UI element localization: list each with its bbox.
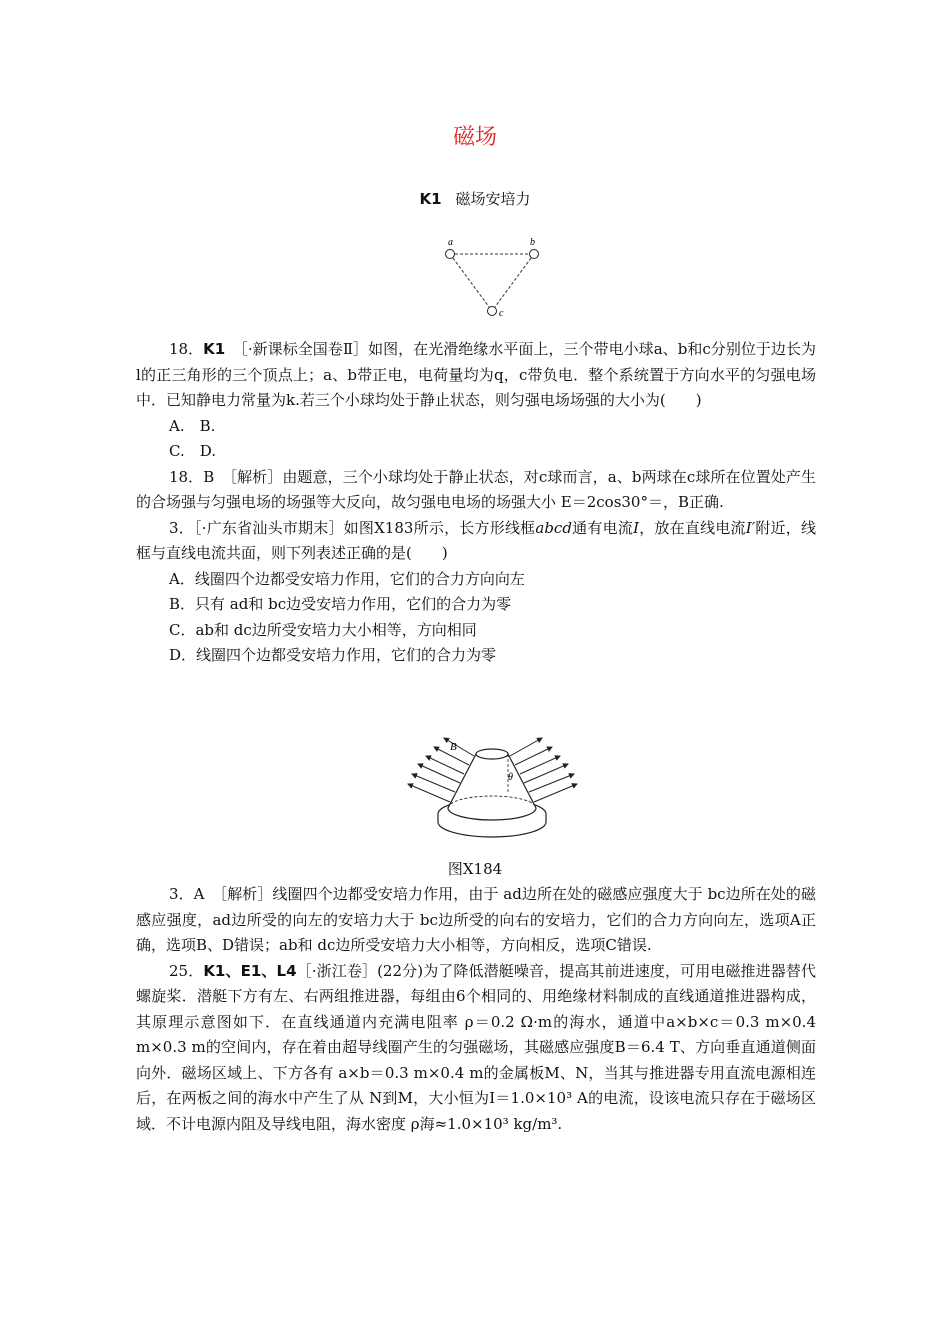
question-18: 18．K1 ［·新课标全国卷Ⅱ］如图，在光滑绝缘水平面上，三个带电小球a、b和c分别位于边长为l的正三角形的三个顶点上；a、b带正电，电荷量均为q，c带负电．整个系统置于方向水平的匀强电场中．已知静电力常量为k.若三个小球均处于静止状态，则匀强电场场强的大小为( ) A. B. C. D. 18．B ［解析］由题意，三个小球均处于静止状态，对c球而言，a、b两球在c球所在位置处产生的合场强与匀强电场的场强等大反向，故匀强电电场的场强大小 E＝2cos30°＝，B正确. 3．［·广东省汕头市期末］如图X183所示，长方形线框abcd通有电流I，放在直线电流I′附近，线框与直线电流共面，则下列表述正确的是( ) A．线圈四个边都受安培力作用，它们的合力方向向左 B．只有 ad和 bc边受安培力作用，它们的合力为零 C．ab和 dc边所受安培力大小相等，方向相同 D．线圈四个边都受安培力作用，它们的合力为零 (136, 337, 816, 669)
options-cd: C. D. (169, 442, 216, 460)
label-B: B (450, 741, 457, 753)
page-title: 磁场 (452, 125, 497, 150)
triangle-figure (436, 234, 548, 320)
option-c: C．ab和 dc边所受安培力大小相等，方向相同 (169, 620, 477, 639)
label-a: a (448, 237, 453, 248)
option-a: A．线圈四个边都受安培力作用，它们的合力方向向左 (169, 569, 525, 588)
label-theta: θ (508, 772, 513, 783)
option-b: B．只有 ad和 bc边受安培力作用，它们的合力为零 (169, 595, 512, 613)
charge-b (530, 250, 539, 259)
label-c: c (499, 308, 504, 319)
label-b: b (530, 237, 535, 248)
answer-and-question-25 (136, 882, 816, 1137)
figure-caption: 图X184 (447, 860, 503, 878)
question-3-stem: 3．［·广东省汕头市期末］如图X183所示，长方形线框abcd通有电流I，放在直线电流I′附近，线框与直线电流共面，则下列表述正确的是( ) (136, 518, 816, 562)
answer-3: 3．A ［解析］线圈四个边都受安培力作用，由于 ad边所在处的磁感应强度大于 bc边所在处的磁感应强度，ad边所受的向左的安培力大于 bc边所受的向右的安培力，它们的合力方向向左，选项A正确，选项B、D错误；ab和 dc边所受安培力大小相等，方向相反，选项C错误. (136, 885, 816, 954)
section-name: 磁场安培力 (455, 190, 531, 208)
question-tag: K1、E1、L4 (203, 961, 297, 980)
charge-a (446, 250, 455, 259)
section-code: K1 (419, 190, 442, 208)
question-text: ［·新课标全国卷Ⅱ］如图，在光滑绝缘水平面上，三个带电小球a、b和c分别位于边长为l的正三角形的三个顶点上；a、b带正电，电荷量均为q，c带负电．整个系统置于方向水平的匀强电场中．已知静电力常量为k.若三个小球均处于静止状态，则匀强电场场强的大小为( ) (136, 340, 816, 409)
cone-figure (404, 732, 580, 844)
answer-18: 18．B ［解析］由题意，三个小球均处于静止状态，对c球而言，a、b两球在c球所在位置处产生的合场强与匀强电场的场强等大反向，故匀强电电场的场强大小 E＝2cos30°＝，B正确. (136, 467, 816, 511)
option-d: D．线圈四个边都受安培力作用，它们的合力为零 (169, 646, 497, 664)
options-ab: A. B. (169, 416, 216, 435)
section-heading (0, 188, 950, 209)
question-tag: K1 (203, 340, 226, 358)
question-25: 25．K1、E1、L4［·浙江卷］(22分)为了降低潜艇噪音，提高其前进速度，可用电磁推进器替代螺旋桨．潜艇下方有左、右两组推进器，每组由6个相同的、用绝缘材料制成的直线通道推进器构成，其原理示意图如下．在直线通道内充满电阻率 ρ＝0.2 Ω·m的海水，通道中a×b×c＝0.3 m×0.4 m×0.3 m的空间内，存在着由超导线圈产生的匀强磁场，其磁感应强度B＝6.4 T、方向垂直通道侧面向外．磁场区域上、下方各有 a×b＝0.3 m×0.4 m的金属板M、N，当其与推进器专用直流电源相连后，在两板之间的海水中产生了从 N到M，大小恒为I＝1.0×10³ A的电流，设该电流只存在于磁场区域．不计电源内阻及导线电阻，海水密度 ρ海≈1.0×10³ kg/m³. (136, 961, 816, 1133)
charge-c (488, 307, 497, 316)
